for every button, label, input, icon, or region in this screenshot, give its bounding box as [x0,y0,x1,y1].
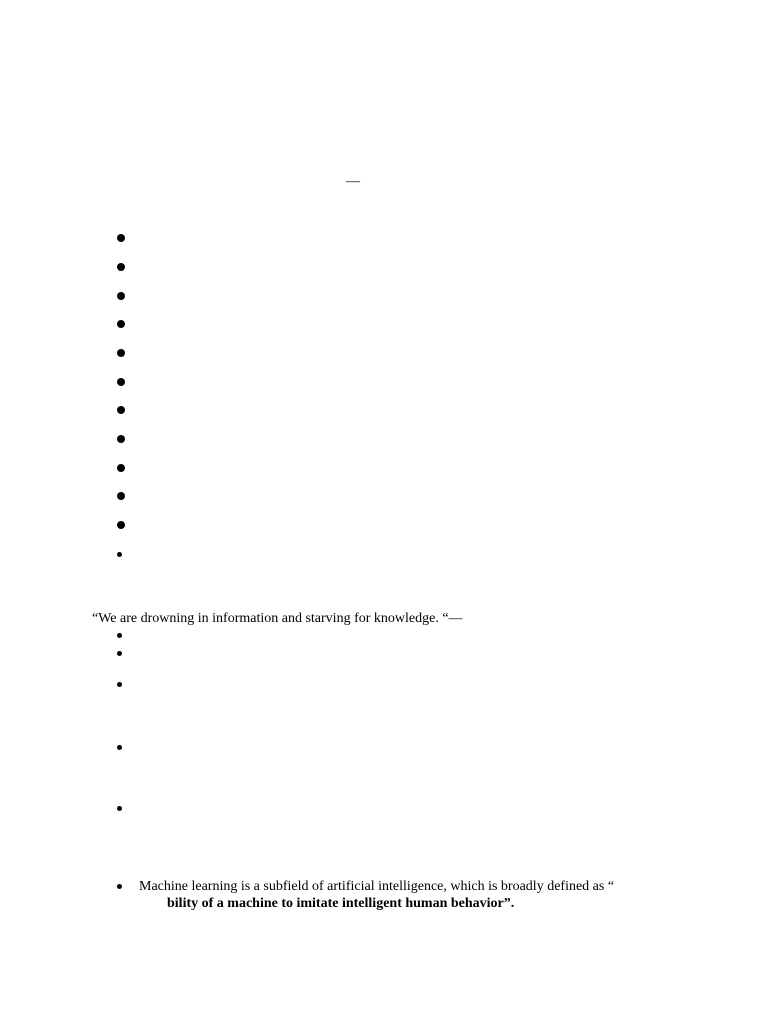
bullet-marker [117,806,122,811]
definition-line-1: Machine learning is a subfield of artificial intelligence, which is broadly defined as “ [139,879,615,894]
bullet-marker [117,464,125,472]
bullet-marker [117,521,125,529]
bullet-marker [117,884,122,889]
quote-text: “We are drowning in information and starving for knowledge. “— [92,611,463,626]
bullet-marker [117,320,125,328]
definition-line-2: bility of a machine to imitate intelligent human behavior”. [167,896,515,911]
bullet-marker [117,745,122,750]
bullet-marker [117,234,125,242]
bullet-marker [117,292,125,300]
bullet-marker [117,406,125,414]
bullet-marker [117,633,122,638]
bullet-marker [117,435,125,443]
bullet-marker [117,682,122,687]
bullet-marker [117,263,125,271]
bullet-marker [117,378,125,386]
bullet-marker [117,552,122,557]
bullet-marker [117,349,125,357]
heading-dash: — [346,174,360,189]
bullet-marker [117,492,125,500]
bullet-marker [117,651,122,656]
